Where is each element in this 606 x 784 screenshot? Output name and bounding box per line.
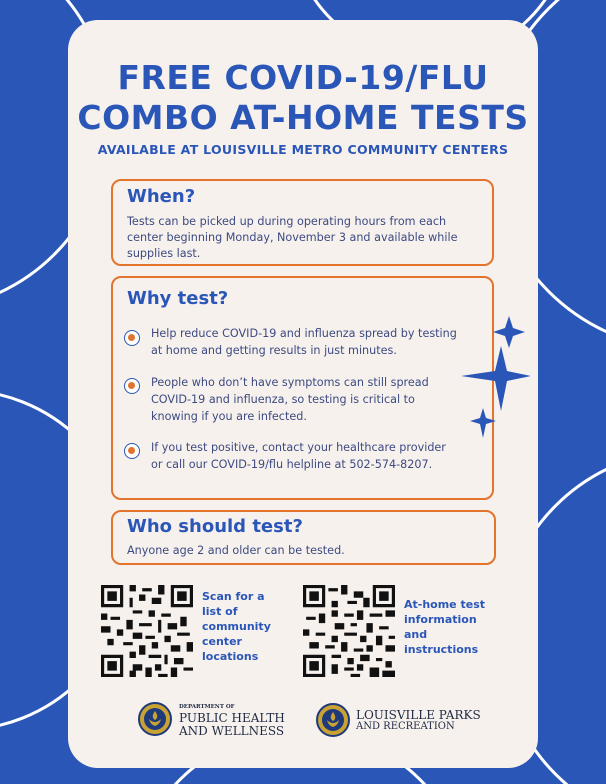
- qr-code-instructions[interactable]: [303, 585, 395, 677]
- when-section: [111, 179, 494, 266]
- logo-recreation: AND RECREATION: [356, 721, 455, 732]
- why-item-2-line-3: knowing if you are infected.: [151, 410, 307, 423]
- who-section: [111, 510, 496, 565]
- why-item-3-line-1: If you test positive, contact your healthcare provider: [151, 441, 446, 454]
- why-item-3-line-2: or call our COVID-19/flu helpline at 502-574-8207.: [151, 458, 433, 471]
- qr-code-locations[interactable]: [101, 585, 193, 677]
- metro-seal-icon: [316, 703, 350, 737]
- bullet-icon: [124, 443, 140, 459]
- logo-dept-label: DEPARTMENT OF: [179, 704, 235, 710]
- when-line-2: center beginning Monday, November 3 and available while: [127, 231, 458, 244]
- qr-label-instructions: At-home test information and instructions: [404, 598, 486, 656]
- why-item-2-line-2: COVID-19 and influenza, so testing is critical to: [151, 393, 415, 406]
- sparkle-icon: [461, 316, 531, 446]
- why-item-2-line-1: People who don’t have symptoms can still spread: [151, 376, 429, 389]
- why-item-1-line-2: at home and getting results in just minutes.: [151, 344, 397, 357]
- why-heading: Why test?: [127, 288, 229, 309]
- subtitle: AVAILABLE AT LOUISVILLE METRO COMMUNITY CENTERS: [97, 142, 509, 157]
- why-section: [111, 276, 494, 500]
- headline-line-2: COMBO AT-HOME TESTS: [77, 98, 529, 137]
- why-item-1-line-1: Help reduce COVID-19 and influenza spread by testing: [151, 327, 457, 340]
- when-heading: When?: [127, 186, 196, 207]
- when-line-1: Tests can be picked up during operating hours from each: [127, 215, 447, 228]
- flyer-card: [68, 20, 538, 768]
- who-heading: Who should test?: [127, 516, 303, 537]
- who-text: Anyone age 2 and older can be tested.: [127, 544, 345, 557]
- logo-parks: LOUISVILLE PARKS: [356, 708, 481, 722]
- headline-line-1: FREE COVID-19/FLU: [117, 58, 489, 97]
- logo-public-health: PUBLIC HEALTH: [179, 711, 285, 725]
- bullet-icon: [124, 330, 140, 346]
- qr-label-locations: Scan for a list of community center locations: [202, 590, 271, 663]
- when-line-3: supplies last.: [127, 247, 201, 260]
- metro-seal-icon: [138, 702, 172, 736]
- bullet-icon: [124, 378, 140, 394]
- logo-wellness: AND WELLNESS: [179, 724, 285, 738]
